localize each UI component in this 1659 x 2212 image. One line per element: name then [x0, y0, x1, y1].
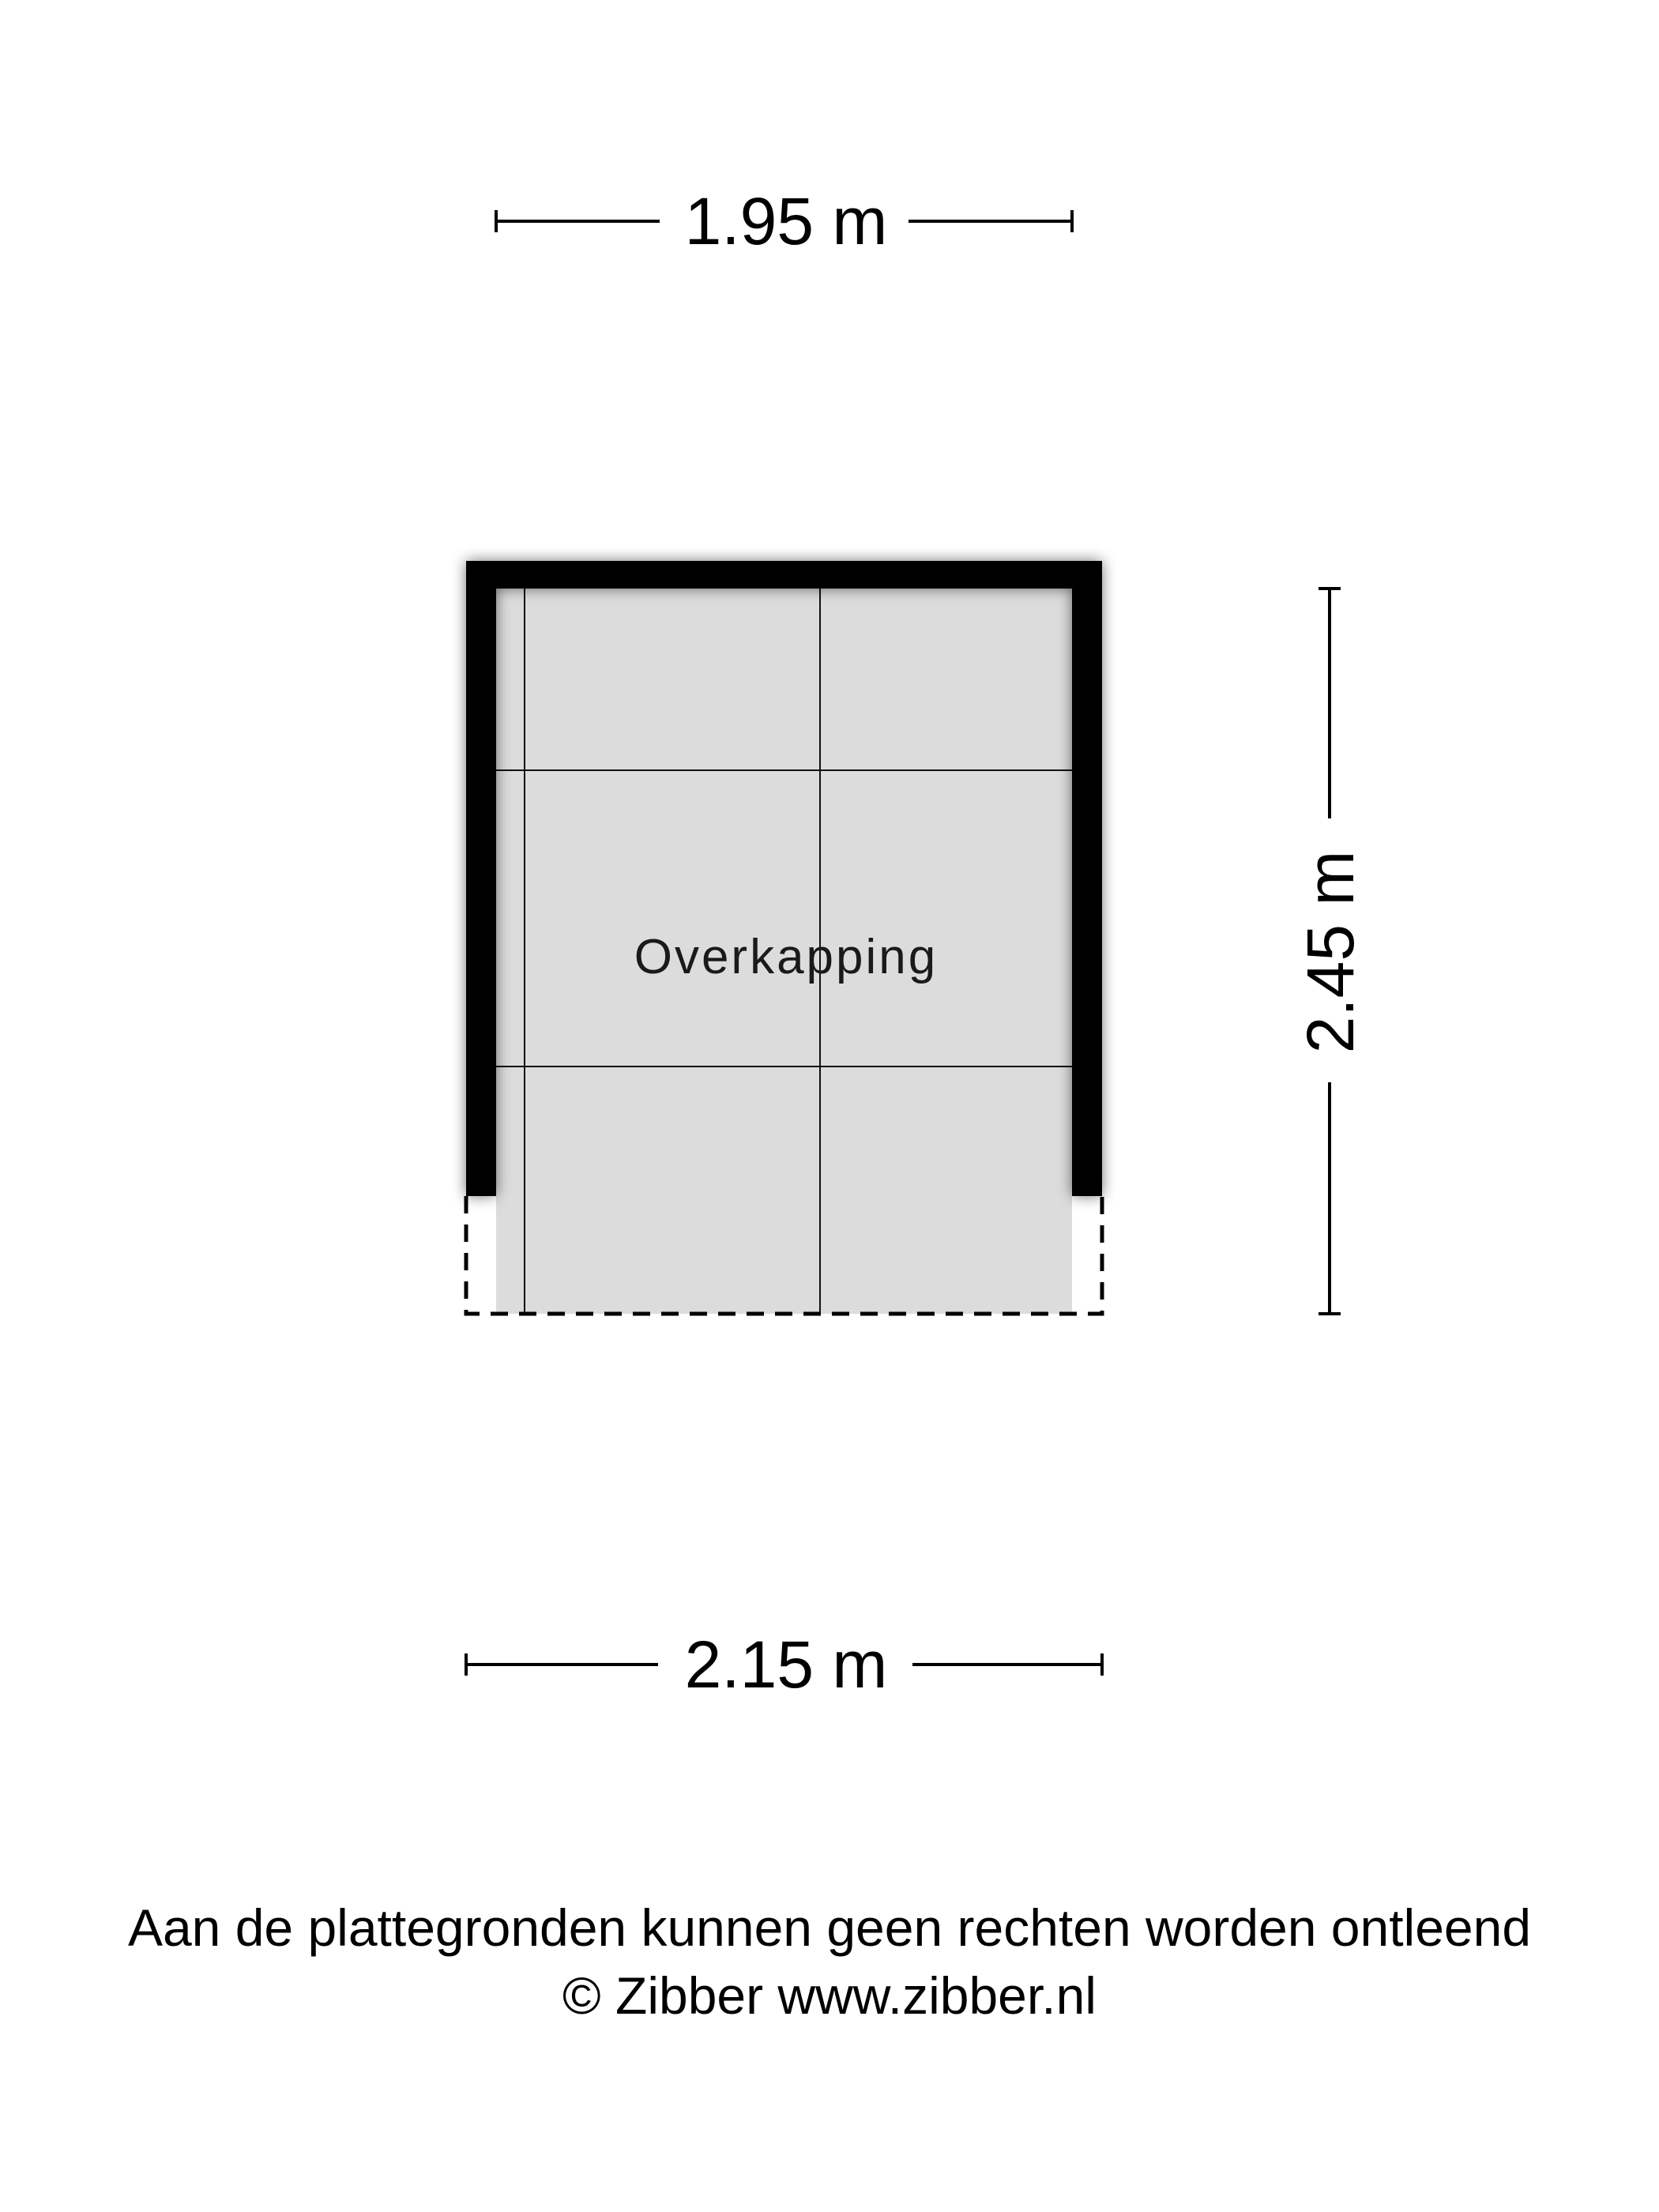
dimension-bottom-label: 2.15 m	[684, 1627, 888, 1702]
disclaimer-text: Aan de plattegronden kunnen geen rechten worden ontleend	[127, 1898, 1532, 1957]
copyright-text: © Zibber www.zibber.nl	[562, 1966, 1097, 2025]
dimension-right-label: 2.45 m	[1293, 850, 1367, 1054]
room-name-label: Overkapping	[634, 930, 939, 984]
dimension-top-label: 1.95 m	[684, 184, 888, 258]
